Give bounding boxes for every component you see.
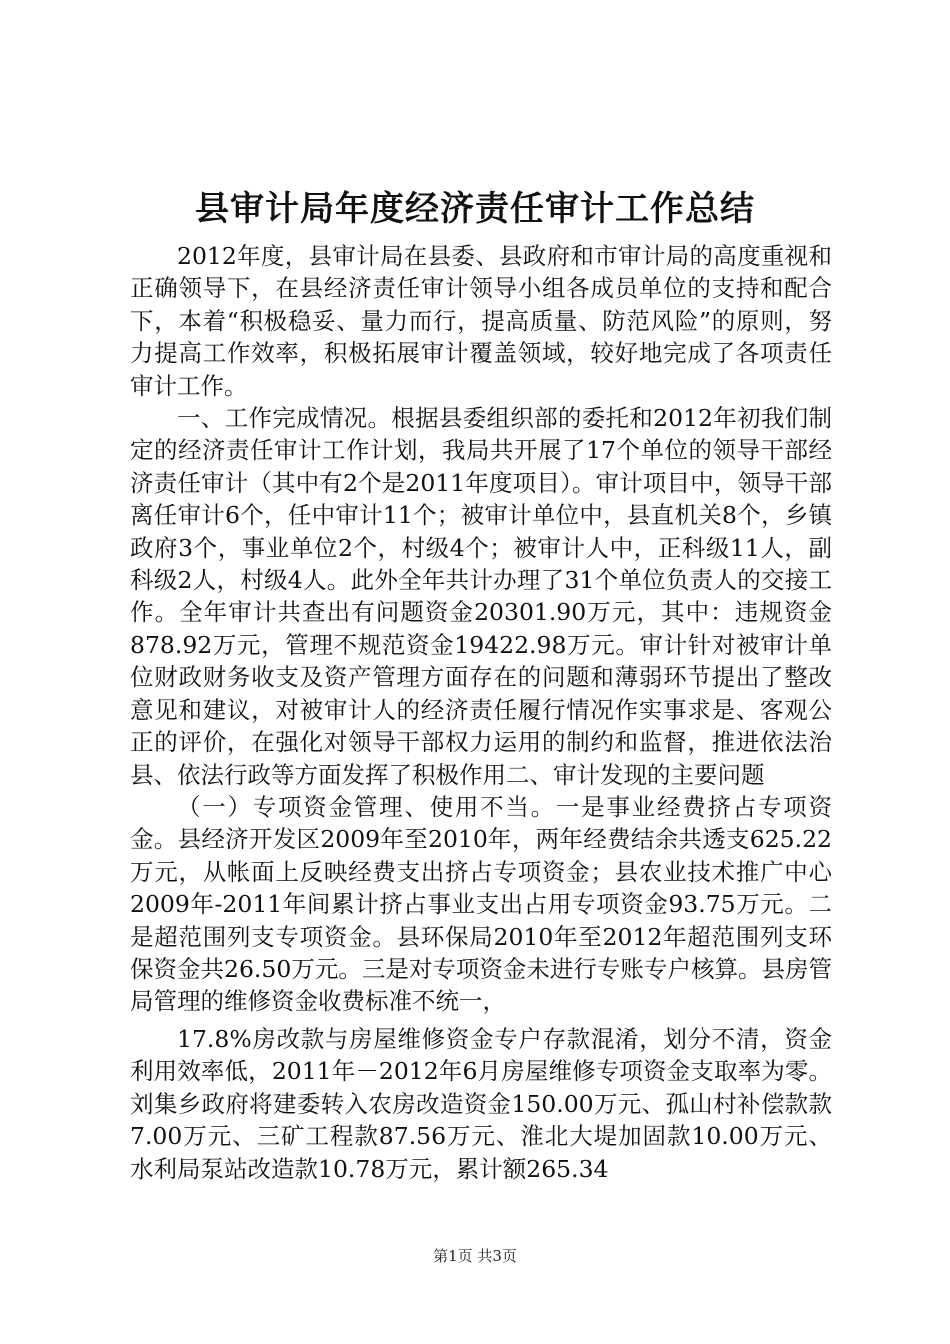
paragraph-intro: 2012年度，县审计局在县委、县政府和市审计局的高度重视和正确领导下，在县经济责任审计领导小组各成员单位的支持和配合下，本着“积极稳妥、量力而行，提高质量、防范风险”的原则，努力提高工作效率，积极拓展审计覆盖领域，较好地完成了各项责任审计工作。: [130, 242, 832, 400]
paragraph-work-completion: 一、工作完成情况。根据县委组织部的委托和2012年初我们制定的经济责任审计工作计划，我局共开展了17个单位的领导干部经济责任审计（其中有2个是2011年度项目）。审计项目中，领导干部离任审计6个，任中审计11个；被审计单位中，县直机关8个，乡镇政府3个，事业单位2个，村级4个；被审计人中，正科级11人，副科级2人，村级4人。此外全年共计办理了31个单位负责人的交接工作。全年审计共查出有问题资金20301.90万元，其中：违规资金878.92万元，管理不规范资金19422.98万元。审计针对被审计单位财政财务收支及资产管理方面存在的问题和薄弱环节提出了整改意见和建议，对被审计人的经济责任履行情况作实事求是、客观公正的评价，在强化对领导干部权力运用的制约和监督，推进依法治县、依法行政等方面发挥了积极作用二、审计发现的主要问题: [130, 404, 832, 789]
paragraph-special-funds: （一）专项资金管理、使用不当。一是事业经费挤占专项资金。县经济开发区2009年至2010年，两年经费结余共透支625.22万元，从帐面上反映经费支出挤占专项资金；县农业技术推广中心2009年-2011年间累计挤占事业支出占用专项资金93.75万元。二是超范围列支专项资金。县环保局2010年至2012年超范围列支环保资金共26.50万元。三是对专项资金未进行专账专户核算。县房管局管理的维修资金收费标准不统一，: [130, 792, 832, 1016]
document-title: 县审计局年度经济责任审计工作总结: [195, 189, 755, 229]
page-number-footer: 第1页 共3页: [433, 1247, 517, 1265]
paragraph-housing-funds: 17.8%房改款与房屋维修资金专户存款混淆，划分不清，资金利用效率低，2011年－2012年6月房屋维修专项资金支取率为零。刘集乡政府将建委转入农房改造资金150.00万元、孤山村补偿款款7.00万元、三矿工程款87.56万元、淮北大堤加固款10.00万元、水利局泵站改造款10.78万元，累计额265.34: [130, 1025, 832, 1183]
document-body-lower: [130, 1023, 832, 1185]
document-body-upper: [130, 240, 832, 1018]
